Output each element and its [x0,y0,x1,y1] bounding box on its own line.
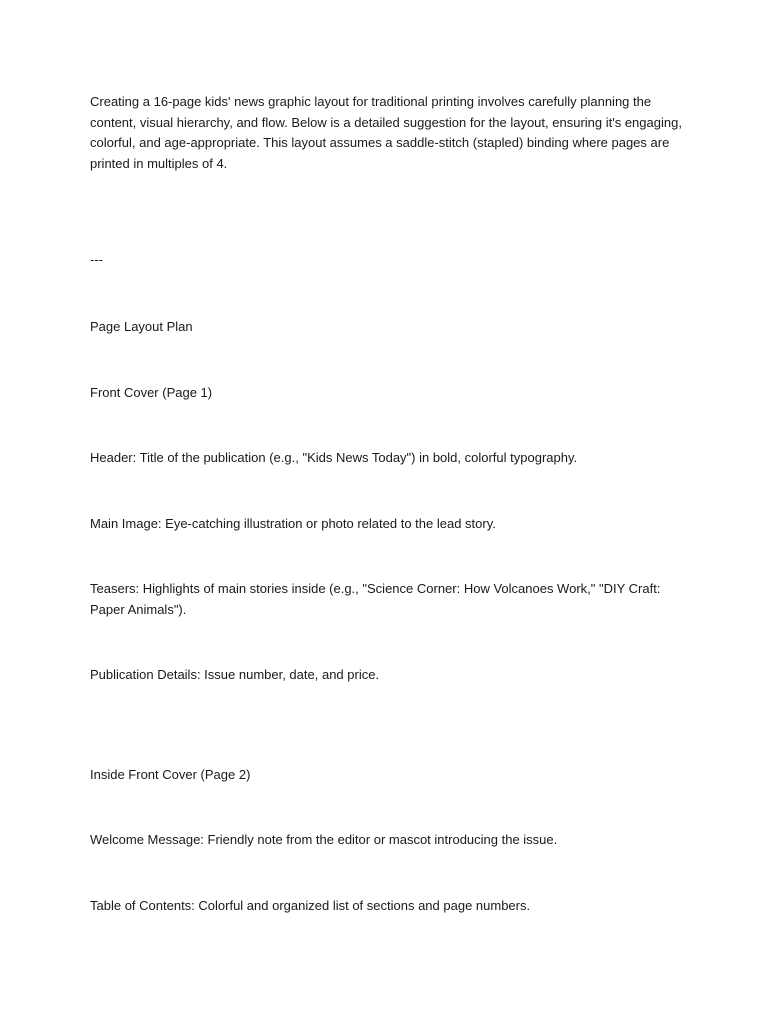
page-layout-plan-heading: Page Layout Plan [90,319,193,334]
intro-paragraph: Creating a 16-page kids' news graphic layout for traditional printing involves carefully planning the content, visual hierarchy, and flow. Below is a detailed suggestion for the layout, ensuring it's engaging, colorful, and age-appropriate. This layout assumes a saddle-stitch (stapled) binding where pages are printed in multiples of 4. [90,94,682,171]
inside-front-cover-heading: Inside Front Cover (Page 2) [90,767,251,782]
front-cover-teasers-item: Teasers: Highlights of main stories inside (e.g., "Science Corner: How Volcanoes Work," "DIY Craft: Paper Animals"). [90,581,661,617]
front-cover-heading: Front Cover (Page 1) [90,385,213,400]
front-cover-main-image-item: Main Image: Eye-catching illustration or photo related to the lead story. [90,516,496,531]
section-divider: --- [90,252,103,267]
front-cover-publication-details-item: Publication Details: Issue number, date, and price. [90,667,380,682]
inside-front-cover-welcome-item: Welcome Message: Friendly note from the editor or mascot introducing the issue. [90,832,558,847]
front-cover-header-item: Header: Title of the publication (e.g., "Kids News Today") in bold, colorful typography. [90,450,578,465]
inside-front-cover-toc-item: Table of Contents: Colorful and organized list of sections and page numbers. [90,898,531,913]
